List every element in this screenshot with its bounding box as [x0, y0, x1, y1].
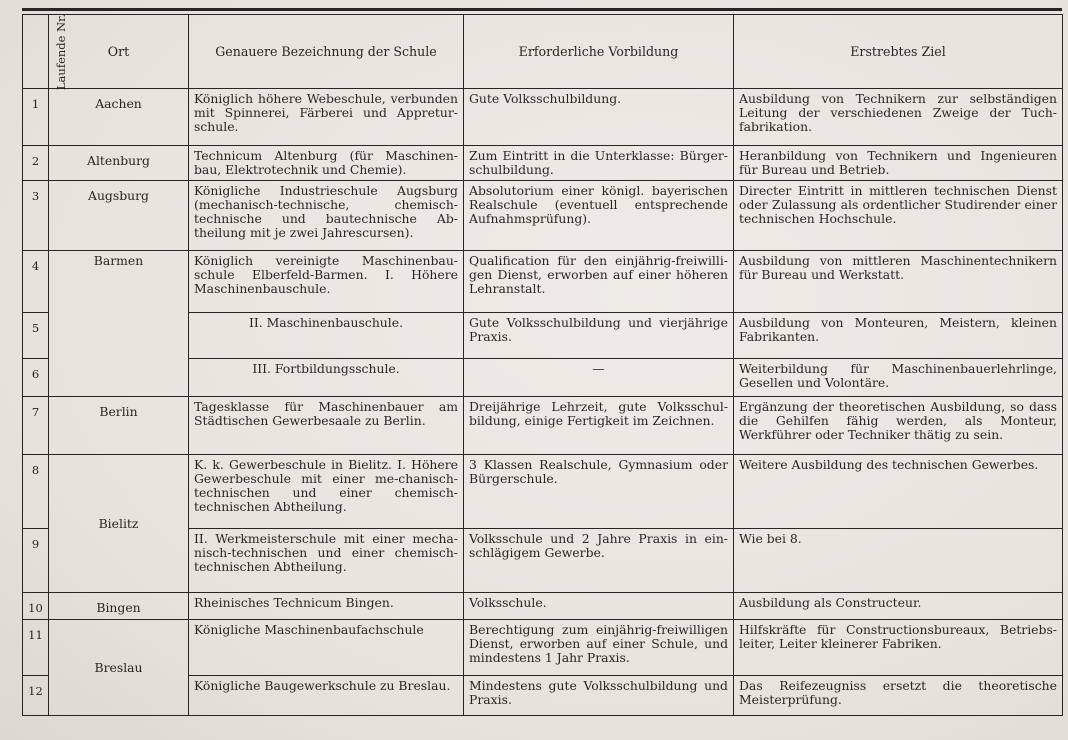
row-ziel: Weitere Ausbildung des technischen Gewerbes. [734, 455, 1063, 529]
row-vorbildung: — [464, 359, 734, 397]
row-ort: Augsburg [49, 181, 189, 251]
row-ort: Altenburg [49, 146, 189, 181]
row-ziel: Hilfskräfte für Constructionsbureaux, Betriebs-leiter, Leiter kleinerer Fabriken. [734, 620, 1063, 676]
row-bezeichnung: Technicum Altenburg (für Maschinen-bau, Elektrotechnik und Chemie). [189, 146, 464, 181]
row-bezeichnung: III. Fortbildungsschule. [189, 359, 464, 397]
row-vorbildung: Volksschule. [464, 593, 734, 620]
row-nr: 10 [23, 593, 49, 620]
row-ort-group [49, 620, 189, 716]
row-ort: Aachen [49, 89, 189, 146]
row-nr: 8 [23, 455, 49, 529]
row-bezeichnung: Königlich vereinigte Maschinenbau-schule Elberfeld-Barmen. I. Höhere Maschinenbauschule. [189, 251, 464, 313]
table-row [23, 397, 1063, 455]
row-bezeichnung: Königliche Baugewerkschule zu Breslau. [189, 676, 464, 716]
row-vorbildung: Gute Volksschulbildung. [464, 89, 734, 146]
row-vorbildung: Mindestens gute Volksschulbildung und Praxis. [464, 676, 734, 716]
row-ort: Breslau [94, 659, 143, 675]
row-ziel: Directer Eintritt in mittleren technischen Dienst oder Zulassung als ordentlicher Studirender einer technischen Hochschule. [734, 181, 1063, 251]
row-vorbildung: Volksschule und 2 Jahre Praxis in ein-schlägigem Gewerbe. [464, 529, 734, 593]
table-row [23, 620, 1063, 676]
row-ort: Bielitz [98, 515, 139, 531]
row-nr: 3 [23, 181, 49, 251]
row-nr: 2 [23, 146, 49, 181]
row-vorbildung: Qualification für den einjährig-freiwilli-gen Dienst, erworben auf einer höheren Lehranstalt. [464, 251, 734, 313]
row-ziel: Weiterbildung für Maschinenbauerlehrlinge, Gesellen und Volontäre. [734, 359, 1063, 397]
row-bezeichnung: Königlich höhere Webeschule, verbunden mit Spinnerei, Färberei und Appretur-schule. [189, 89, 464, 146]
row-bezeichnung: Königliche Maschinenbaufachschule [189, 620, 464, 676]
row-vorbildung: Berechtigung zum einjährig-freiwilligen Dienst, erworben auf einer Schule, und mindestens 1 Jahr Praxis. [464, 620, 734, 676]
row-ort: Berlin [49, 397, 189, 455]
row-ort: Bingen [49, 593, 189, 620]
row-bezeichnung: II. Werkmeisterschule mit einer mecha-nisch-technischen und einer chemisch-technischen Abtheilung. [189, 529, 464, 593]
row-nr: 4 [23, 251, 49, 313]
row-bezeichnung: Königliche Industrieschule Augsburg (mechanisch-technische, chemisch-technische und bautechnische Ab-theilung mit je zwei Jahrescursen). [189, 181, 464, 251]
row-ziel: Ausbildung als Constructeur. [734, 593, 1063, 620]
row-ort: Barmen [93, 253, 144, 268]
row-ziel: Heranbildung von Technikern und Ingenieuren für Bureau und Betrieb. [734, 146, 1063, 181]
row-ort-group [49, 251, 189, 397]
row-vorbildung: 3 Klassen Realschule, Gymnasium oder Bürgerschule. [464, 455, 734, 529]
row-vorbildung: Dreijährige Lehrzeit, gute Volksschul-bildung, einige Fertigkeit im Zeichnen. [464, 397, 734, 455]
row-ort-group [49, 455, 189, 593]
top-rule [22, 8, 1062, 11]
row-nr: 5 [23, 313, 49, 359]
table-row [23, 89, 1063, 146]
table-row [23, 181, 1063, 251]
row-vorbildung: Gute Volksschulbildung und vierjährige Praxis. [464, 313, 734, 359]
row-bezeichnung: Tagesklasse für Maschinenbauer am Städtischen Gewerbesaale zu Berlin. [189, 397, 464, 455]
row-ziel: Ergänzung der theoretischen Ausbildung, so dass die Gehilfen fähig werden, als Monteur, Werkführer oder Techniker thätig zu sein. [734, 397, 1063, 455]
table-row [23, 251, 1063, 313]
row-ziel: Ausbildung von Monteuren, Meistern, kleinen Fabrikanten. [734, 313, 1063, 359]
row-bezeichnung: II. Maschinenbauschule. [189, 313, 464, 359]
row-ziel: Ausbildung von Technikern zur selbständigen Leitung der verschiedenen Zweige der Tuch-fabrikation. [734, 89, 1063, 146]
row-ziel: Wie bei 8. [734, 529, 1063, 593]
header-bezeichnung: Genauere Bezeichnung der Schule [189, 15, 464, 89]
row-vorbildung: Absolutorium einer königl. bayerischen Realschule (eventuell entsprechende Aufnahmsprüfung). [464, 181, 734, 251]
header-ziel: Erstrebtes Ziel [734, 15, 1063, 89]
row-nr: 1 [23, 89, 49, 146]
header-ort: Ort [49, 15, 189, 89]
table-row [23, 455, 1063, 529]
header-vorbildung: Erforderliche Vorbildung [464, 15, 734, 89]
schools-table [22, 14, 1063, 716]
row-ziel: Ausbildung von mittleren Maschinentechnikern für Bureau und Werkstatt. [734, 251, 1063, 313]
row-nr: 6 [23, 359, 49, 397]
row-nr: 12 [23, 676, 49, 716]
row-nr: 11 [23, 620, 49, 676]
row-bezeichnung: K. k. Gewerbeschule in Bielitz. I. Höhere Gewerbeschule mit einer me-chanisch-technischen und einer chemisch-technischen Abtheilung. [189, 455, 464, 529]
row-nr: 9 [23, 529, 49, 593]
header-nr: Laufende Nr. [23, 15, 49, 89]
header-row [23, 15, 1063, 89]
table-row [23, 146, 1063, 181]
row-bezeichnung: Rheinisches Technicum Bingen. [189, 593, 464, 620]
row-nr: 7 [23, 397, 49, 455]
row-ziel: Das Reifezeugniss ersetzt die theoretische Meisterprüfung. [734, 676, 1063, 716]
table-row [23, 593, 1063, 620]
row-vorbildung: Zum Eintritt in die Unterklasse: Bürger-schulbildung. [464, 146, 734, 181]
